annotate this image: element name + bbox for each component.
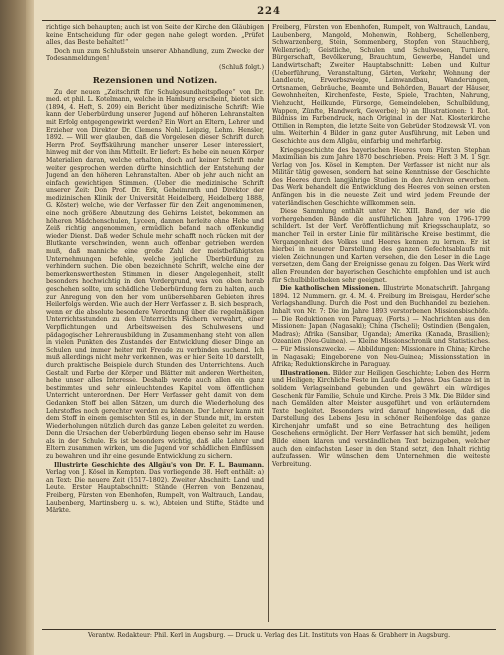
review-allgaeu-continuation: Freiberg, Fürsten von Ebenhofen, Rumpelt, von Waltrauch, Landau, Laubenberg, Mangold, Mohenwin, Rohberg, Schellenberg, Schwarzenberg, Stein, Sommenberg, Stopfen von Stauchberg, Wellenried); Geistliche, Schulen und Schulwesen, Turniere, Bürgerschaft, Bevölkerung, Brauchtum, Gewerbe, Handel und Landwirtschaft; Zweiter Hauptabschnitt: Leben und Kultur (Ueberführung, Veranstaltung, Gärten, Verkehr, Wohnung der Landleute, Erwerbszweige, Leinwandbau, Wanderungen, Ortsnamen, Gebräuche, Beamte und Behörden, Bauart der Häuser, Gewohnheiten, Kirchenfeste, Feste, Spiele, Trachten, Nahrung, Viehzucht, Heilkunde, Fürsorge, Gemeindeleben, Schulbildung, Wappen, Zünfte, Handwerk, Gewerbe); b) an Illustrationen: 1 Rot. Bildniss im Farbendruck, nach Original in der Nat. Klosterkirche Ottilien in Rempten, die letzte Seite von Gebrüder Stodzewsk VI. von ulm. Weiterhin 4 Bilder in ganz guter Ausführung, mit Leben und Geschichte aus dem Allgäu, einfarbig und mehrfarbig.	[272, 24, 490, 145]
footer-rule	[42, 629, 496, 630]
review-illustrations-text: Bilder zur Heiligen Geschichte; Leben des Herrn und Heiligen; Kirchliche Feste im Laufe des Jahres. Das Ganze ist in solidem Verlagseinband gebunden und gewährt ein würdiges Geschenk für Familie, Schule und Kirche. Preis 3 Mk. Die Bilder sind nach Gemälden alter Meister ausgeführt und von erläuterndem Texte begleitet. Besonders wird darauf hingewiesen, daß die Darstellung des Lebens Jesu in schöner Reihenfolge das ganze Kirchenjahr umfaßt und so eine Betrachtung des heiligen Geschehens ermöglicht. Der Herr Verfasser hat sich bemüht, jedem Bilde einen klaren und verständlichen Text beizugeben, welcher auch den einfachsten Leser in den Stand setzt, den Inhalt richtig aufzufassen. Wir wünschen dem Unternehmen die weiteste Verbreitung.	[272, 369, 490, 468]
review-allgaeu-text: Verlag von J. Kösel in Kempten. Das vorliegende 38. Heft enthält: a) an Text: Die neuere Zeit (1517–1802). Zweiter Abschnitt: Land und Leute. Erster Hauptabschnitt: Stände (Herren von Benzenau, Freiberg, Fürsten von Ebenhofen, Rumpelt, von Waltrauch, Landau, Laubenberg, Martinsberg u. s. w.), Abteien und Stifte, Städte und Märkte.	[46, 469, 264, 515]
imprint-footer: Verantw. Redakteur: Phil. Kerl in Augsburg. — Druck u. Verlag des Lit. Instituts von Haas & Grabherr in Augsburg.	[87, 632, 451, 639]
book-spine	[0, 0, 26, 655]
continuation-note: (Schluß folgt.)	[219, 63, 264, 71]
review-military-history: Kriegsgeschichte des bayerischen Heeres vom Fürsten Stephan Maximilian bis zum Jahre 1870 beschrieben. Preis: Heft 3 M. 1 Sgr. Verlag von Jos. Kösel in Kempten. Der Verfasser ist nicht nur als Militär tätig gewesen, sondern hat seine Kenntnisse der Geschichte des Heeres durch langjährige Studien in den Archiven erworben. Das Werk behandelt die Entwicklung des Heeres von seinen ersten Anfängen bis in die neueste Zeit und wird jedem Freunde der vaterländischen Geschichte willkommen sein.	[272, 146, 490, 207]
column-divider	[268, 24, 269, 622]
article-continuation-2: Doch nun zum Schlußstein unserer Abhandlung, zum Zwecke der Todesanmeldungen!	[46, 47, 264, 63]
right-column	[272, 24, 490, 624]
review-missions-title: Die katholischen Missionen.	[280, 285, 381, 293]
header-rule	[42, 20, 496, 21]
article-continuation-1: richtige sich behaupten; auch ist von Seite der Kirche den Gläubigen keine Entscheidung für oder gegen nahe gelegt worden. „Prüfet alles, das Beste behaltet!“	[46, 24, 264, 47]
page-number: 224	[257, 6, 281, 17]
review-allgaeu-title: Illustrirte Geschichte des Allgäu's von Dr. F. L. Baumann.	[54, 461, 264, 469]
review-illustrations-title: Illustrationen.	[280, 369, 331, 377]
review-school-hygiene: Zu der neuen „Zeitschrift für Schulgesundheitspflege“ von Dr. med. et phil. L. Kotelmann, welche in Hamburg erscheint, bietet sich (1894, 4. Heft, S. 209) ein Bericht über medizinische Schrift: Wie kann der Ueberbürdung unserer Jugend auf höheren Lehranstalten mit Erfolg entgegengewirkt werden? Ein Wort an Eltern, Lehrer und Erzieher von Direktor Dr. Clemens Nohl. Leipzig, Lehm. Hensler, 1892. — Will wer glauben, daß die Vorgelesen dieser Schrift durch Herrn Prof. Seyffskührung mancher unserer Leser interessiert, hinweg mit der von ihm Mitteilt. Er liefert: Es hebe ein neuen Körper Materialien daran, welche erhalten, doch auf keiner Schrift mehr weiter gesprochen werden dürfte hinsichtlich der Entstehung der Jugend an den höheren Lehranstalten. Aber ob jehr auch nicht an einfach gewichtigen Stimmen. (Ueber die medizinische Schrift unserer Zeit: Don Prof. Dr. Erk, Geheimrath und Direktor der medizinischen Klinik der Universität Heidelberg, Heidelberg 1888, G. Köster) welche, wie der Verfasser für den Zeit angenommenen, eine noch größere Abnutzung des Gehirns Leistet, bekommen an höheren Mädchenschulen, Lyceen, dannen herleite ohne Hebe und Zeiß richtig angenommen, ermüdlich befand nach offenkundig wieder Dienst. Daß weder Schule mehr schafft noch rücken mit der Blutkante verschwinden, wenn auch offenbar getrieben werden muß, daß manniche eine große Zahl der meistbefähigtsten Unternehmungen befehle, welche jegliche Überbürdung zu verhindern suchen. Die oben bezeichnete Schrift, welche eine der bemerkenswerthesten Stimmen in dieser Angelegenheit, stellt besonders hochwichtig in den Vordergrund, was von oben herab geschehen sollte, um schädliche Ueberbürdung fern zu halten, auch zur Anregung von den her vom unübersehbaren Gebieten ihres Heilerfolgs werden. Wie auch der Herr Verfasser z. B. sich besprach, wenn er die absolute besondere Verordnung über die regelmäßigen Unterrichtsstunden zu den Unterrichts Fächern verwahrt, einer Verpflichtungen und Arbeitsweisen des Schulwesens und pädagogischer Lehrerausbildung in Zusammenhang steht von allen in vielen Punkten des Zustandes der Entwicklung dieser Dinge an Schulen und immer heiter mit Freude zu verbinden suchend. Ich muß allerdings nicht mehr verkennen, was er hier Seite 10 darstellt, durch praktische Beispiele durch Stunden des Unterrichtens. Auch Gestalt und Farbe der Körper und Blätter mit anderen Wertheiten, hehe unser alles Interesse. Deshalb werde auch allen ein ganz bestimmtes und sehr einleuchtendes Kapitel vom öffentlichen Unterricht unterordnen. Der Herr Verfasser geht damit von dem Gedanken Stoff bei allen Sätzen, um durch die Wiederholung des Lehrstoffes noch gerechter werden zu können. Der Lehrer kann mit dem Stoff in einem gemischten Stil es, in der Stunde mit, im ersten Wiederholungen nützlich durch das ganze Leben geleitet zu werden. Denn die Ursachen der Ueberbürdung liegen ebenso sehr im Hause als in der Schule. Es ist besonders wichtig, daß alle Lehrer und Eltern zusammen wirken, um die Jugend vor schädlichen Einflüssen zu bewahren und ihr eine gesunde Entwicklung zu sichern.	[46, 88, 264, 461]
review-missions-text: Illustrirte Monatschrift. Jahrgang 1894. 12 Nummern. gr. 4. M. 4. Freiburg im Breisgau, Herder'sche Verlagshandlung. Durch die Post und den Buchhandel zu beziehen. Inhalt von Nr. 7: Die im Jahre 1893 verstorbenen Missionsbischöfe. — Die Reduktionen von Paraguay. (Forts.) — Nachrichten aus den Missionen: Japan (Nagasaki); China (Tscheli); Ostindien (Bengalen, Madras); Afrika (Sansibar, Uganda); Amerika (Kanada, Brasilien); Ozeanien (Neu-Guinea). — Kleine Missionschronik und Statistisches. — Für Missionszwecke. — Abbildungen: Missionare in China; Kirche in Nagasaki; Eingeborene von Neu-Guinea; Missionsstation in Afrika; Reduktionskirche in Paraguay.	[272, 285, 490, 369]
section-heading: Rezensionen und Notizen.	[92, 75, 218, 86]
left-column	[46, 24, 264, 624]
review-military-volume: Diese Sammlung enthält unter Nr. XIII. Band, der wie die vorhergehenden Bände die ausführlichen Jahre von 1796–1799 schildert. Ist der Verf. Veröffentlichung mit Kriegsschauplatz, so mancher Teil in erster Linie für militärische Kreise bestimmt, die Vergangenheit des Volkes und Heeres kennen zu lernen. Er ist hierbei in neuerer Darstellung des ganzen Gefechtsablaufs mit vielen Zeichnungen und Karten versehen, die den Leser in die Lage versetzen, dem Gang der Ereignisse genau zu folgen. Das Werk wird allen Freunden der bayerischen Geschichte empfohlen und ist auch für Schulbibliotheken sehr geeignet.	[272, 208, 490, 284]
book-page	[34, 0, 504, 655]
page-edge	[26, 0, 34, 655]
